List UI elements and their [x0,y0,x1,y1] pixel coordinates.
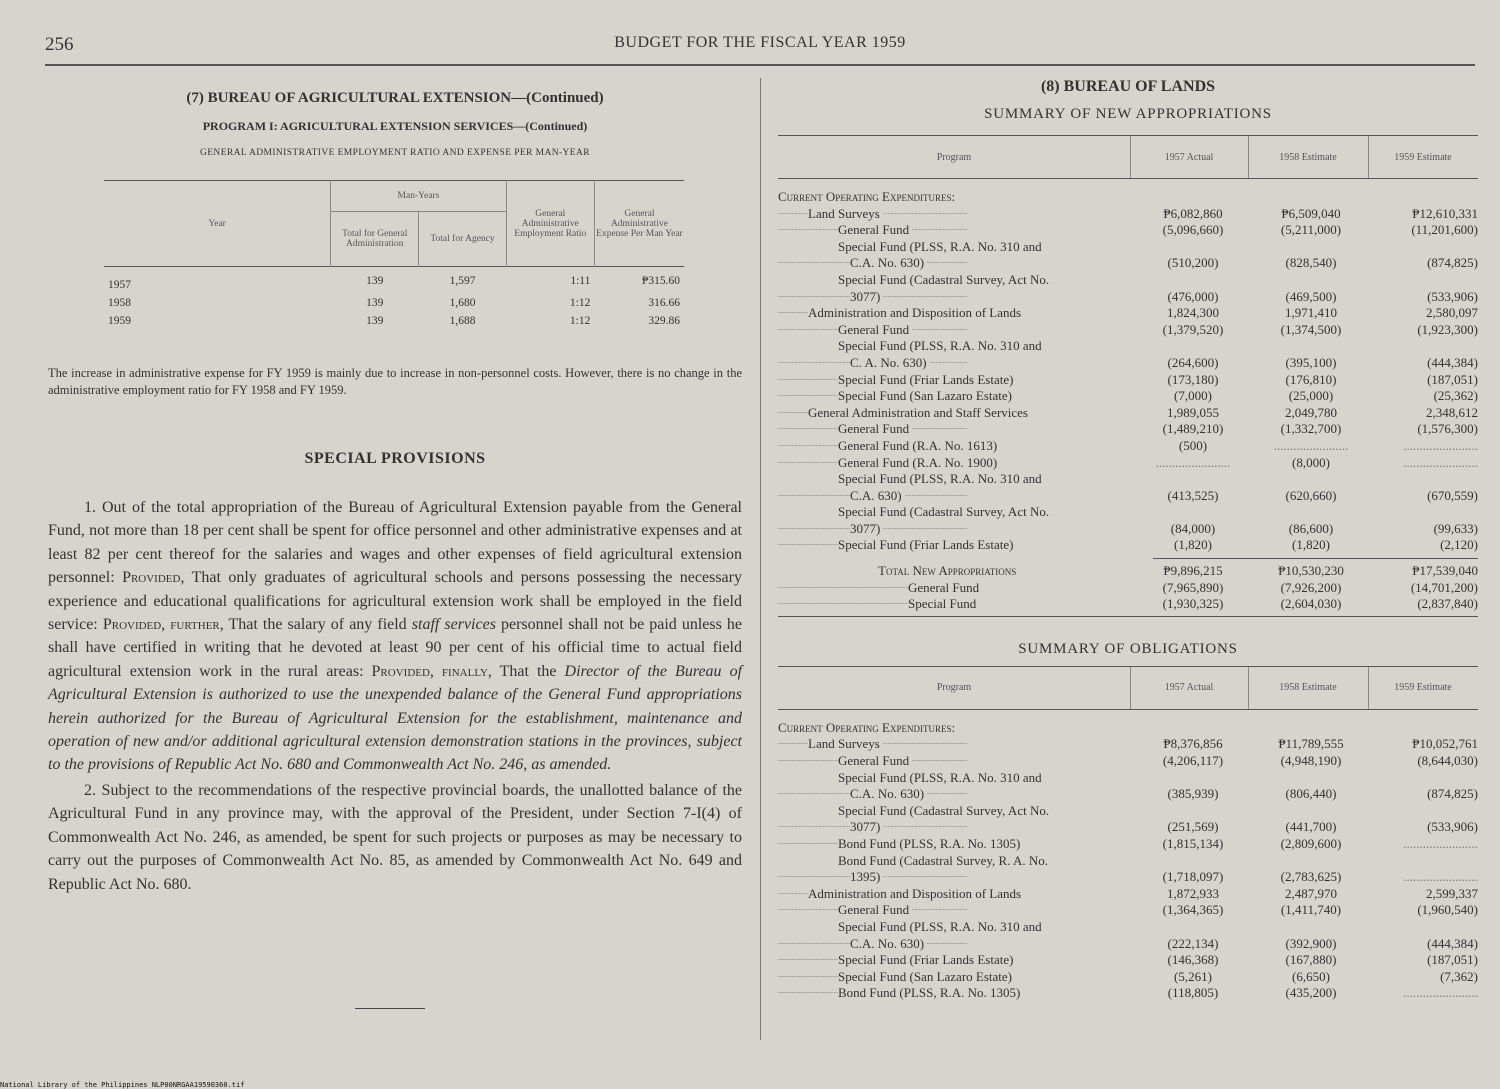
ratio-note: The increase in administrative expense for FY 1959 is mainly due to increase in non-personnel costs. However, there is no change in the administrative employment ratio for FY 1958 and FY 1959. [48,366,742,397]
value-1958: ₱10,530,230 [1278,563,1344,579]
ratio-cell-general: 139 [366,315,384,327]
page-header [45,30,1475,70]
value-1958: (7,926,200) [1280,579,1342,595]
fin-row [778,580,1478,597]
value-1957: (1,379,520) [1162,321,1224,337]
special-provisions-title: SPECIAL PROVISIONS [304,450,486,467]
value-1958: 2,487,970 [1285,885,1337,901]
row-label: Special Fund (Cadastral Survey, Act No. [778,803,1130,819]
fin-row [778,455,1478,472]
row-label: Special Fund (Cadastral Survey, Act No. [778,272,1130,288]
row-label: C. A. No. 630) . . . [778,355,1130,371]
value-1959: (444,384) [1427,935,1478,951]
value-1957: (7,965,890) [1162,579,1224,595]
ratio-cell-expense: 316.66 [648,297,680,309]
ratio-row-1958 [104,294,684,312]
row-label: Special Fund (Friar Lands Estate) . . . [778,372,1130,388]
col-1959: 1959 Estimate [1394,151,1452,163]
value-1959: ₱10,052,761 [1412,736,1478,752]
fin-row [778,936,1478,953]
value-1957: (510,200) [1167,255,1219,271]
fin-row [778,289,1478,306]
value-1958: (167,880) [1285,952,1337,968]
value-1958: (441,700) [1285,819,1337,835]
ratio-cell-ratio: 1:12 [569,297,591,309]
value-1957: (476,000) [1167,288,1219,304]
row-label: Administration and Disposition of Lands . . . [778,305,1130,321]
header-rule [45,64,1475,66]
fin-row [778,255,1478,272]
ratio-cell-ratio: 1:11 [570,274,591,287]
section-title-agri-extension: (7) BUREAU OF AGRICULTURAL EXTENSION—(Continued) [186,90,604,106]
row-label: General Fund . . . [778,421,1130,437]
appropriations-totals [778,563,1478,613]
value-1959: (444,384) [1427,354,1478,370]
fin-row [778,189,1478,206]
value-1958: (469,500) [1285,288,1337,304]
fin-row [778,819,1478,836]
value-1958: (2,783,625) [1280,869,1342,885]
row-label: Special Fund (Friar Lands Estate) . . . [778,537,1130,553]
value-1958: 2,049,780 [1285,404,1337,420]
ratio-row-1959 [104,312,684,330]
provision-1: 1. Out of the total appropriation of the Bureau of Agricultural Extension payable from the General Fund, not more than 18 per cent shall be spent for office personnel and other administrative expenses and at least 82 per cent thereof for the salaries and wages and other expenses of field agricultural extension personnel: Provided, That only graduates of agricultural schools and persons possessing the necessary experience and educational qualifications for agricultural extension work shall be employed in the field service: Provided, further, That the salary of any field staff services personnel shall not be paid unless he shall have certified in writing that he devoted at least 90 per cent of his official time to actual field agricultural extension work in the rural areas: Provided, finally, That the Director of the Bureau of Agricultural Extension is authorized to use the unexpended balance of the General Fund appropriations herein authorized for the Bureau of Agricultural Extension for the establishment, maintenance and operation of new and/or additional agricultural extension demonstration stations in the provinces, subject to the provisions of Republic Act No. 680 and Commonwealth Act No. 246, as amended. [48,499,743,774]
col-1957: 1957 Actual [1164,682,1214,694]
value-1958: 1,971,410 [1285,305,1337,321]
row-label: Special Fund (Friar Lands Estate) . . . [778,952,1130,968]
value-1958: (1,820) [1292,537,1330,553]
value-1957: (1,815,134) [1162,836,1224,851]
col-man-years: Man-Years [331,181,507,212]
fin-row [778,803,1478,820]
value-1959: (533,906) [1427,819,1478,835]
value-1959: ....................... [1403,836,1478,851]
row-label: Land Surveys . . . [778,206,1130,222]
row-label: Special Fund (PLSS, R.A. No. 310 and [778,239,1130,255]
row-label: Special Fund (PLSS, R.A. No. 310 and [778,770,1130,786]
col-program: Program [936,682,972,694]
ratio-cell-year: 1958 [108,297,131,309]
value-1959: (1,576,300) [1417,421,1478,437]
appropriations-header [778,135,1478,179]
provision-2: 2. Subject to the recommendations of the respective provincial boards, the unallotted balance of the Agricultural Fund in any province may, with the approval of the President, under Section 7-I(4) of Commonwealth Act No. 246, as amended, be spent for such projects or purposes as may be necessary to carry out the purposes of Commonwealth Act No. 85, as amended by Commonwealth Act No. 649 and Republic Act No. 680. [48,781,742,893]
obligations-header [778,666,1478,710]
row-label: 3077) . . . [778,521,1130,537]
fin-row [778,596,1478,613]
value-1957: (5,096,660) [1162,222,1224,238]
col-1957: 1957 Actual [1164,151,1214,163]
row-label: Bond Fund (PLSS, R.A. No. 1305) . . . [778,836,1130,852]
value-1957: (264,600) [1167,354,1219,370]
value-1959: ....................... [1403,869,1478,885]
row-label: Special Fund (San Lazaro Estate) . . . [778,969,1130,985]
value-1959: (187,051) [1427,952,1478,968]
value-1957: ₱8,376,856 [1163,736,1223,752]
fin-row [778,537,1478,554]
value-1958: (620,660) [1285,487,1337,503]
fin-row [778,736,1478,753]
row-label: General Fund . . . [778,322,1130,338]
value-1959: 2,580,097 [1426,305,1478,321]
col-ratio: General Administrative Employment Ratio [506,181,594,267]
value-1958: (8,000) [1292,454,1330,470]
row-label: Special Fund (PLSS, R.A. No. 310 and [778,919,1130,935]
fin-row [778,902,1478,919]
row-label: Special Fund (Cadastral Survey, Act No. [778,504,1130,520]
value-1958: (1,411,740) [1280,902,1342,918]
fin-row [778,471,1478,488]
value-1957: (118,805) [1167,985,1219,1001]
row-label: General Fund . . . [778,222,1130,238]
value-1957: (84,000) [1170,520,1216,536]
fin-row [778,272,1478,289]
fin-row [778,372,1478,389]
value-1959: (874,825) [1427,786,1478,802]
value-1959: (187,051) [1427,371,1478,387]
archive-footer: National Library of the Philippines NLP00NRGAA19590360.tif [0,1081,245,1089]
value-1957: (7,000) [1174,388,1212,404]
fin-row [778,521,1478,538]
row-label: General Administration and Staff Services . . . [778,405,1130,421]
summary-appropriations-title: SUMMARY OF NEW APPROPRIATIONS [984,106,1272,122]
fin-row [778,355,1478,372]
value-1958: (86,600) [1288,520,1334,536]
value-1957: (1,364,365) [1162,902,1224,918]
col-1958: 1958 Estimate [1279,151,1337,163]
value-1957: (385,939) [1167,786,1219,802]
appropriations-end-rule [778,616,1478,617]
value-1957: (1,820) [1174,537,1212,553]
value-1959: ₱17,539,040 [1412,563,1478,579]
fin-row [778,222,1478,239]
value-1957: (500) [1178,437,1208,453]
fin-row [778,405,1478,422]
value-1958: ₱11,789,555 [1278,736,1344,752]
value-1957: ₱6,082,860 [1163,205,1223,221]
value-1957: (146,368) [1167,952,1219,968]
value-1957: 1,824,300 [1167,305,1219,321]
row-label: C.A. No. 630) . . . [778,255,1130,271]
fin-row [778,770,1478,787]
ratio-cell-year: 1957 [108,279,131,291]
row-label: Bond Fund (Cadastral Survey, R. A. No. [778,853,1130,869]
fin-row [778,563,1478,580]
ratio-table-title: GENERAL ADMINISTRATIVE EMPLOYMENT RATIO AND EXPENSE PER MAN-YEAR [199,148,591,158]
row-label: Special Fund (PLSS, R.A. No. 310 and [778,471,1130,487]
summary-obligations-title: SUMMARY OF OBLIGATIONS [1018,640,1238,657]
row-label: Special Fund (San Lazaro Estate) . . . [778,388,1130,404]
value-1959: ....................... [1403,985,1478,1001]
special-provisions-body [48,496,742,898]
fin-row [778,786,1478,803]
fin-row [778,438,1478,455]
right-column [778,78,1478,1002]
fin-row [778,919,1478,936]
value-1958: (5,211,000) [1280,222,1342,238]
fin-row [778,952,1478,969]
ratio-table [104,180,684,330]
value-1959: (8,644,030) [1417,753,1478,769]
value-1959: (1,923,300) [1417,321,1478,337]
value-1959: (874,825) [1427,255,1478,271]
value-1959: (7,362) [1440,968,1478,984]
value-1958: (806,440) [1285,786,1337,802]
fin-row [778,853,1478,870]
row-label: Current Operating Expenditures: [778,720,1130,736]
fin-row [778,421,1478,438]
value-1959: (14,701,200) [1410,579,1478,595]
left-column [48,90,743,893]
ratio-row-1957 [104,267,684,295]
value-1958: (392,900) [1285,935,1337,951]
ratio-cell-year: 1959 [108,315,131,327]
row-label: Bond Fund (PLSS, R.A. No. 1305) . . . [778,985,1130,1001]
value-1957: (173,180) [1167,371,1219,387]
value-1959: (1,960,540) [1417,902,1478,918]
fin-row [778,488,1478,505]
fin-row [778,504,1478,521]
value-1958: (435,200) [1285,985,1337,1001]
page-number: 256 [45,34,74,55]
fin-row [778,886,1478,903]
value-1957: 1,872,933 [1167,885,1219,901]
fin-row [778,322,1478,339]
row-label: Special Fund . . . [778,596,1130,612]
row-label: Administration and Disposition of Lands . . . [778,886,1130,902]
fin-row [778,305,1478,322]
value-1959: ₱12,610,331 [1412,205,1478,221]
value-1959: (25,362) [1433,388,1478,404]
value-1959: (670,559) [1427,487,1478,503]
value-1958: (1,374,500) [1280,321,1342,337]
fin-row [778,720,1478,737]
ratio-cell-ratio: 1:12 [569,315,591,327]
row-label: General Fund (R.A. No. 1900) . . . [778,455,1130,471]
value-1957: (1,930,325) [1162,596,1224,612]
value-1958: ....................... [1273,437,1349,453]
row-label: Land Surveys . . . [778,736,1130,752]
value-1957: (4,206,117) [1162,753,1224,769]
fin-row [778,753,1478,770]
value-1957: ....................... [1155,454,1231,470]
fin-row [778,985,1478,1002]
row-label: Total New Appropriations [778,563,1130,579]
fin-row [778,969,1478,986]
section-title-lands: (8) BUREAU OF LANDS [1040,78,1216,95]
value-1959: 2,599,337 [1426,885,1478,901]
col-program: Program [936,151,972,163]
row-label: C.A. No. 630) . . . [778,786,1130,802]
col-year: Year [208,218,226,229]
value-1959: 2,348,612 [1426,404,1478,420]
fin-row [778,239,1478,256]
column-divider [760,78,761,1040]
row-label: General Fund . . . [778,580,1130,596]
value-1958: (1,332,700) [1280,421,1342,437]
ratio-cell-general: 139 [366,274,384,287]
col-expense: General Administrative Expense Per Man Year [594,181,684,267]
fin-row [778,206,1478,223]
value-1957: 1,989,055 [1167,404,1219,420]
value-1957: (1,489,210) [1162,421,1224,437]
value-1959: ....................... [1403,454,1478,470]
row-label: 1395) . . . [778,869,1130,885]
row-label: C.A. 630) . . . [778,488,1130,504]
value-1959: (2,837,840) [1417,596,1478,612]
value-1958: (395,100) [1285,354,1337,370]
value-1957: (1,718,097) [1162,869,1224,885]
ratio-cell-expense: ₱315.60 [641,274,680,287]
fin-row [778,338,1478,355]
ratio-cell-agency: 1,680 [449,297,476,309]
col-1958: 1958 Estimate [1279,682,1337,694]
row-label: Special Fund (PLSS, R.A. No. 310 and [778,338,1130,354]
ratio-cell-expense: 329.86 [648,315,680,327]
value-1957: ₱9,896,215 [1163,563,1223,579]
value-1959: (99,633) [1433,520,1478,536]
ratio-cell-agency: 1,597 [449,274,476,287]
value-1958: (176,810) [1285,371,1337,387]
value-1958: (2,809,600) [1280,836,1342,851]
row-label: 3077) . . . [778,819,1130,835]
value-1959: (11,201,600) [1411,222,1478,238]
row-label: C.A. No. 630) . . . [778,936,1130,952]
value-1958: (6,650) [1292,968,1330,984]
row-label: 3077) . . . [778,289,1130,305]
value-1957: (251,569) [1167,819,1219,835]
row-label: General Fund . . . [778,902,1130,918]
value-1958: ₱6,509,040 [1281,205,1341,221]
value-1957: (413,525) [1167,487,1219,503]
col-total-general: Total for General Administration [331,212,419,267]
row-label: General Fund (R.A. No. 1613) . . . [778,438,1130,454]
fin-row [778,836,1478,853]
row-label: General Fund . . . [778,753,1130,769]
value-1958: (25,000) [1288,388,1334,404]
value-1958: (2,604,030) [1280,596,1342,612]
fin-row [778,388,1478,405]
appropriations-rows [778,189,1478,554]
row-label: Current Operating Expenditures: [778,189,1130,205]
value-1959: (533,906) [1427,288,1478,304]
value-1959: (2,120) [1440,537,1478,553]
col-1959: 1959 Estimate [1394,682,1452,694]
ratio-cell-agency: 1,688 [449,315,476,327]
running-title: BUDGET FOR THE FISCAL YEAR 1959 [614,34,906,51]
fin-row [778,869,1478,886]
value-1958: (4,948,190) [1280,753,1342,769]
col-total-agency: Total for Agency [419,212,506,267]
end-rule [355,1008,425,1009]
value-1959: ....................... [1403,437,1478,453]
value-1957: (5,261) [1174,968,1212,984]
value-1958: (828,540) [1285,255,1337,271]
obligations-rows [778,720,1478,1002]
ratio-cell-general: 139 [366,297,384,309]
program-title: PROGRAM I: AGRICULTURAL EXTENSION SERVICES—(Continued) [202,119,588,133]
value-1957: (222,134) [1167,935,1219,951]
